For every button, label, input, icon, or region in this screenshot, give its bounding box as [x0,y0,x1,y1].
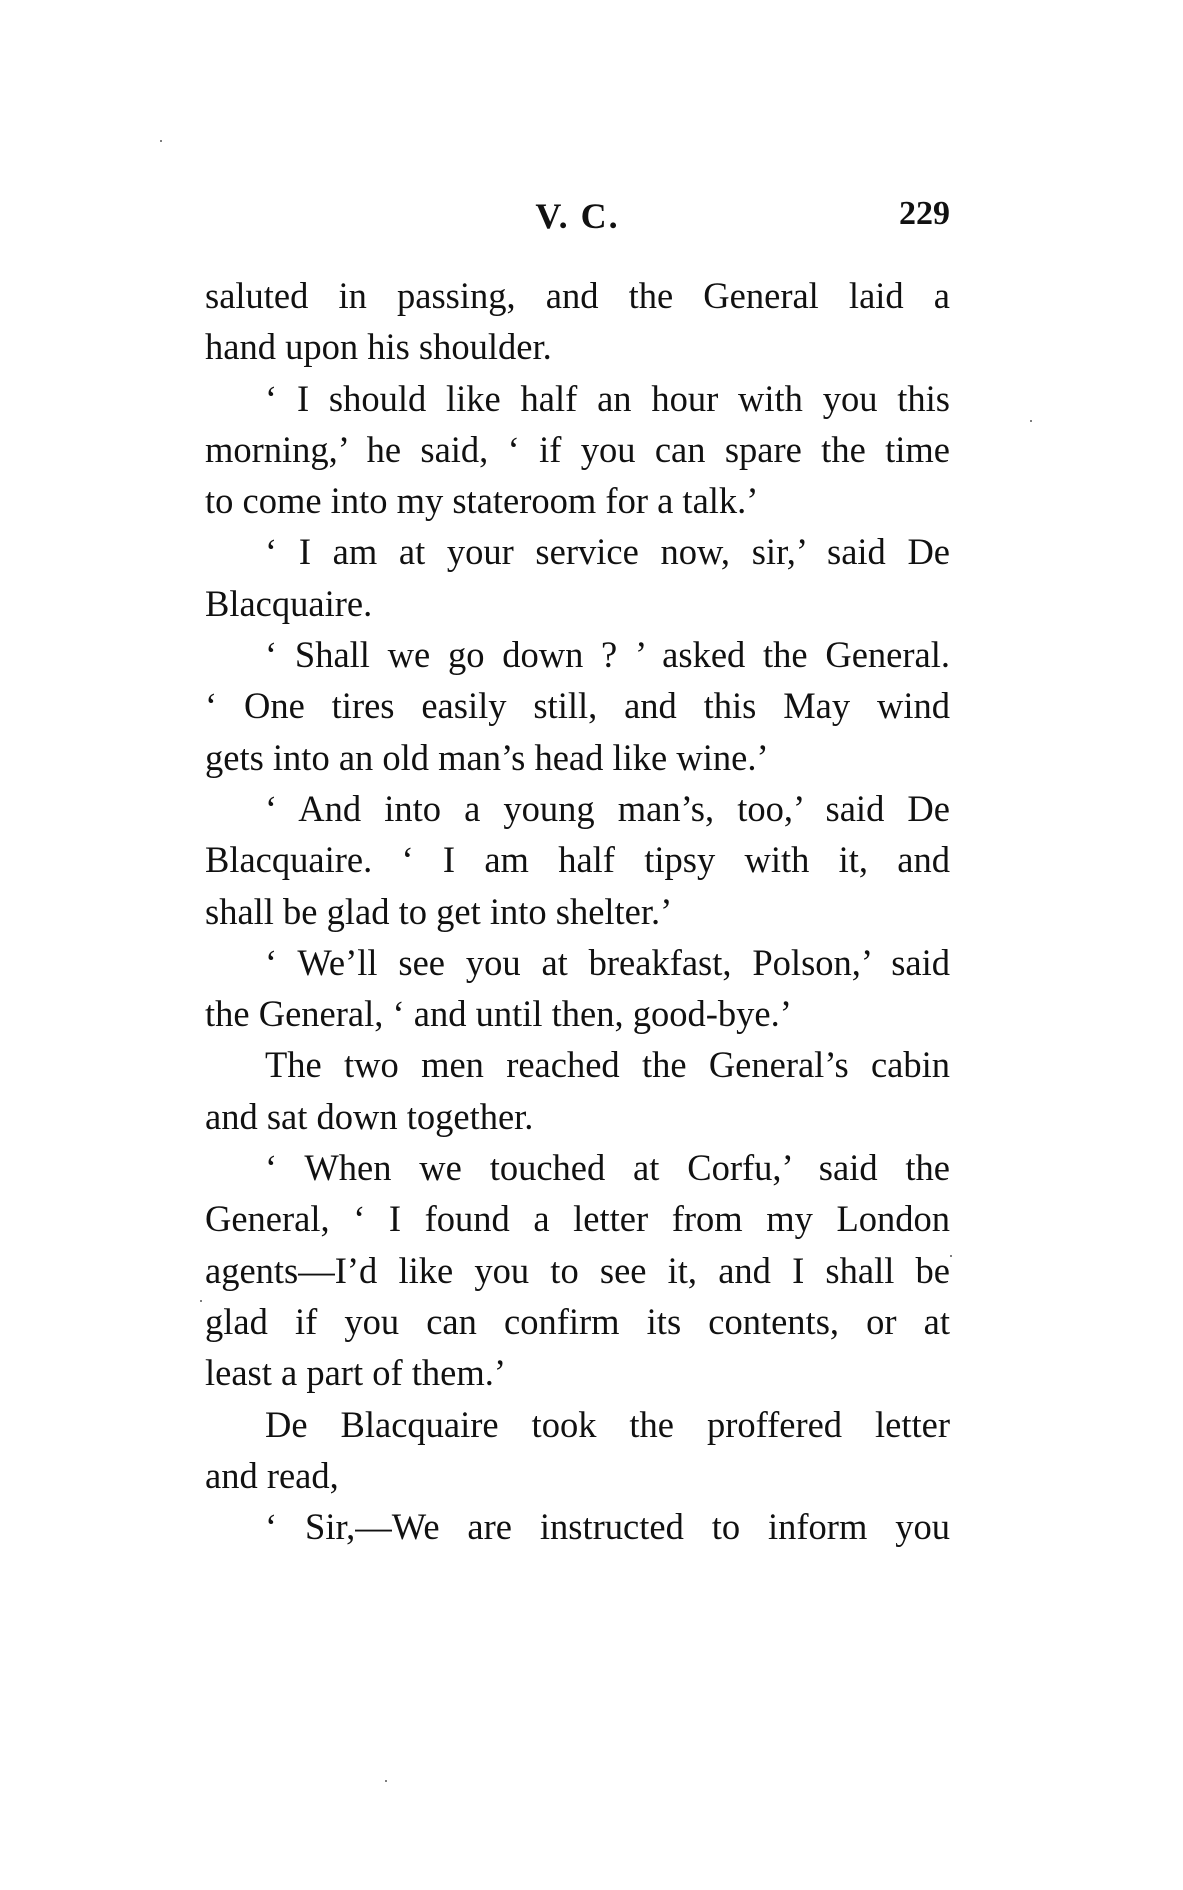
text-line: Blacquaire. [205,582,373,624]
running-title: V. C. [535,196,620,236]
text-line: ‘ I am at your service now, sir,’ said De [265,531,950,573]
text-line: least a part of them.’ [205,1352,507,1394]
text-line: and read, [205,1454,339,1496]
text-line: The two men reached the General’s cabin [265,1044,950,1086]
text-line: ‘ We’ll see you at breakfast, Polson,’ said [265,941,950,983]
scan-speck [200,1300,202,1302]
scan-speck [385,1780,387,1782]
text-line: glad if you can confirm its contents, or at [205,1300,950,1342]
text-line: morning,’ he said, ‘ if you can spare the time [205,428,950,470]
text-line: ‘ I should like half an hour with you this [265,377,950,419]
page-number: 229 [899,195,950,232]
text-line: agents—I’d like you to see it, and I shall be [205,1249,950,1291]
text-line: General, ‘ I found a letter from my London [205,1198,950,1240]
text-line: the General, ‘ and until then, good-bye.’ [205,993,792,1035]
text-line: hand upon his shoulder. [205,326,552,368]
scan-speck [1030,420,1032,422]
text-line: gets into an old man’s head like wine.’ [205,736,769,778]
text-line: ‘ When we touched at Corfu,’ said the [265,1147,950,1189]
text-line: and sat down together. [205,1095,534,1137]
text-line: ‘ And into a young man’s, too,’ said De [265,787,950,829]
scan-speck [950,1255,952,1257]
text-line: saluted in passing, and the General laid a [205,275,950,316]
text-line: De Blacquaire took the proffered letter [265,1403,950,1445]
text-line: shall be glad to get into shelter.’ [205,890,673,932]
text-line: ‘ Shall we go down ? ’ asked the General. [265,634,950,676]
text-line: to come into my stateroom for a talk.’ [205,480,759,522]
running-head [205,195,950,245]
scan-speck [160,140,162,142]
text-line: ‘ One tires easily still, and this May wind [205,685,950,727]
text-line: ‘ Sir,—We are instructed to inform you [265,1506,950,1548]
body-text [205,270,950,1552]
text-line: Blacquaire. ‘ I am half tipsy with it, and [205,839,950,881]
